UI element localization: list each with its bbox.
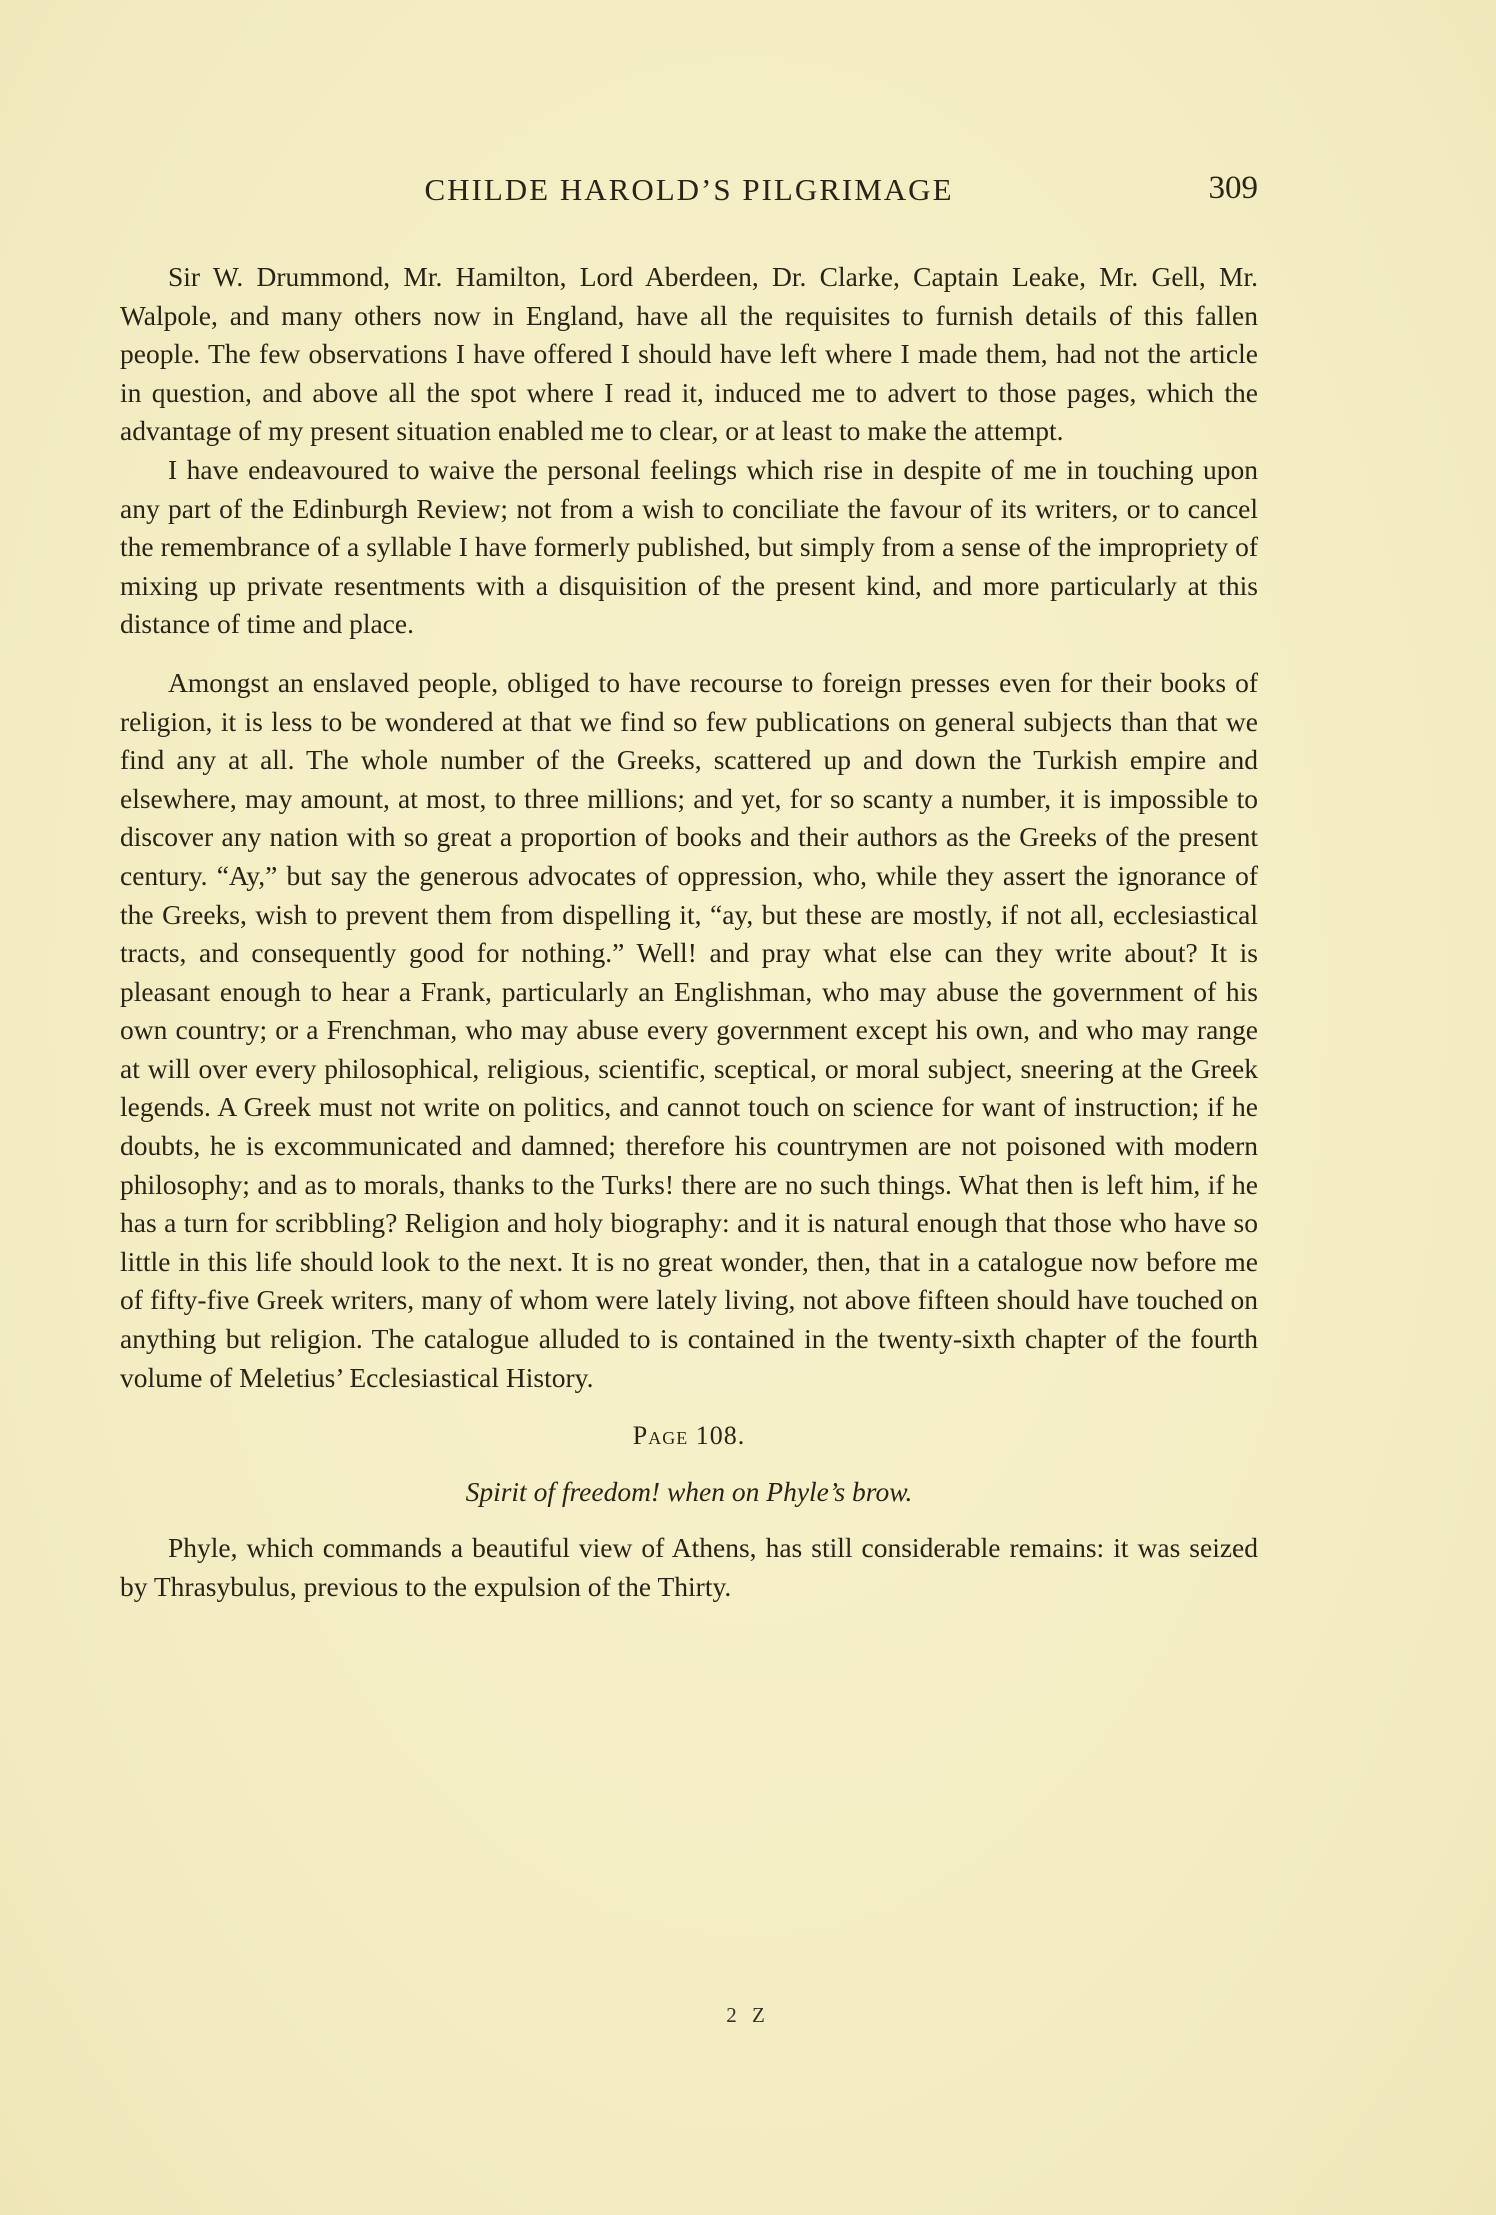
quoted-verse: Spirit of freedom! when on Phyle’s brow. — [465, 1476, 913, 1508]
paragraph-drummond: Sir W. Drummond, Mr. Hamilton, Lord Aberdeen, Dr. Clarke, Captain Leake, Mr. Gell, Mr. Walpole, and many others now in England, have all the requisites to furnish details of this fallen people. The few observations I have offered I should have left where I made them, had not the article in question, and above all the spot where I read it, induced me to advert to those pages, which the advantage of my present situation enabled me to clear, or at least to make the attempt. — [120, 261, 1258, 447]
page-number: 309 — [1208, 170, 1258, 206]
paragraph-edinburgh-review: I have endeavoured to waive the personal feelings which rise in despite of me in touching upon any part of the Edinburgh Review; not from a wish to conciliate the favour of its writers, or to cancel the remembrance of a syllable I have formerly published, but simply from a sense of the impropriety of mixing up private resentments with a disquisition of the present kind, and more particularly at this distance of time and place. — [120, 453, 1258, 640]
signature-mark: 2 Z — [726, 2003, 770, 2027]
paragraph-phyle: Phyle, which commands a beautiful view of Athens, has still considerable remains: it was seized by Thrasybulus, previous to the expulsion of the Thirty. — [120, 1532, 1258, 1602]
page-header — [120, 170, 1258, 220]
section-heading-page-108: Page 108. — [632, 1421, 746, 1451]
body-text — [120, 258, 1258, 1606]
paragraph-enslaved-people: Amongst an enslaved people, obliged to have recourse to foreign presses even for their books of religion, it is less to be wondered at that we find so few publications on general subjects than that we find any at all. The whole number of the Greeks, scattered up and down the Turkish empire and elsewhere, may amount, at most, to three millions; and yet, for so scanty a number, it is impossible to discover any nation with so great a proportion of books and their authors as the Greeks of the present century. “Ay,” but say the generous advocates of oppression, who, while they assert the ignorance of the Greeks, wish to prevent them from dispelling it, “ay, but these are mostly, if not all, ecclesiastical tracts, and consequently good for nothing.” Well! and pray what else can they write about? It is pleasant enough to hear a Frank, particularly an Englishman, who may abuse the government of his own country; or a Frenchman, who may abuse every government except his own, and who may range at will over every philosophical, religious, scientific, sceptical, or moral subject, sneering at the Greek legends. A Greek must not write on politics, and cannot touch on science for want of instruction; if he doubts, he is excommunicated and damned; therefore his countrymen are not poisoned with modern philosophy; and as to morals, thanks to the Turks! there are no such things. What then is left him, if he has a turn for scribbling? Religion and holy biography: and it is natural enough that those who have so little in this life should look to the next. It is no great wonder, then, that in a catalogue now before me of fifty-five Greek writers, many of whom were lately living, not above fifteen should have touched on anything but religion. The catalogue alluded to is contained in the twenty-sixth chapter of the fourth volume of Meletius’ Ecclesiastical History. — [120, 666, 1258, 1393]
running-head: CHILDE HAROLD’S PILGRIMAGE — [424, 172, 954, 207]
